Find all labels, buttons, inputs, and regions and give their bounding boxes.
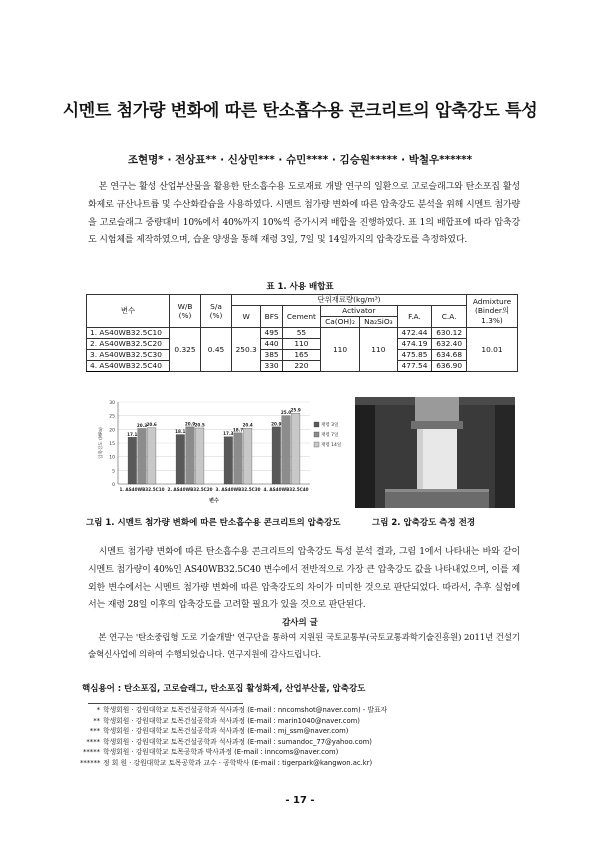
y-tick-label: 30 [109,401,115,406]
data-label: 18.1 [175,429,186,435]
footnote [80,758,387,769]
header-activator: Activator [321,306,398,317]
footnote-mark: ***** [83,748,100,756]
data-label: 17.3 [223,431,234,437]
footnote [80,737,387,748]
x-axis-label: 변수 [209,498,219,504]
cell-cement: 165 [282,350,320,361]
x-tick-label: 2. AS40WB32.5C20 [167,487,213,492]
table-row-name: 1. AS40WB32.5C10 [87,328,170,339]
footnote-text: 학생회원 · 강원대학교 토목건설공학과 석사과정 (E-mail : nncomshot@naver.com) - 발표자 [103,706,388,714]
cell-fa: 472.44 [397,328,432,339]
footnote-mark: ** [93,716,100,725]
cell-ca: 634.68 [432,350,467,361]
figure2-caption: 그림 2. 압축강도 측정 전경 [372,518,476,528]
footnote-mark: **** [86,737,100,746]
y-tick-label: 5 [112,469,115,475]
page-number: - 17 - [285,795,315,806]
bar [186,427,195,484]
header-cement: Cement [282,306,320,328]
x-tick-label: 4. AS40WB32.5C40 [263,487,309,492]
mix-design-table [86,294,518,372]
header-w: W [232,306,261,328]
bar [243,428,252,484]
cell-ca: 636.90 [432,361,467,372]
data-label: 20.9 [271,421,282,427]
bar [147,428,156,484]
data-label: 25.9 [290,407,301,413]
cell-wb: 0.325 [170,328,201,372]
footnote-text: 학생회원 · 강원대학교 토목건설공학과 석사과정 (E-mail : marin1040@naver.com) [103,716,360,725]
cell-bfs: 495 [261,328,282,339]
footnote-rule [88,703,243,704]
header-variable: 변수 [87,295,170,328]
data-label: 20.5 [194,422,205,428]
cell-sa: 0.45 [201,328,232,372]
compressive-strength-chart [90,396,348,506]
bar [224,437,233,484]
bar [128,437,137,484]
y-tick-label: 15 [109,442,115,447]
figure1-caption: 그림 1. 시멘트 첨가량 변화에 따른 탄소흡수용 콘크리트의 압축강도 [86,518,341,528]
y-axis-label: 압축강도 (MPa) [99,427,104,459]
legend-swatch [314,422,319,427]
bar [234,433,243,484]
x-tick-label: 1. AS40WB32.5C10 [119,487,165,492]
header-sa: S/a (%) [201,295,232,328]
paper-title: 시멘트 첨가량 변화에 따른 탄소흡수용 콘크리트의 압축강도 특성 [62,101,538,121]
header-admixture: Admixture (Binder의 1.3%) [467,295,518,328]
table-row-name: 4. AS40WB32.5C40 [87,361,170,372]
data-label: 25.0 [280,410,292,416]
data-label: 20.4 [242,422,253,428]
chart-svg [90,396,348,506]
footnote [80,705,387,716]
bar [272,427,281,484]
legend-swatch [314,442,319,447]
cell-bfs: 385 [261,350,282,361]
cell-fa: 477.54 [397,361,432,372]
data-label: 17.1 [127,431,138,437]
table-row-name: 2. AS40WB32.5C20 [87,339,170,350]
cell-bfs: 440 [261,339,282,350]
table-row-name: 3. AS40WB32.5C30 [87,350,170,361]
legend-swatch [314,432,319,437]
footnote [80,747,387,758]
bar [282,416,291,484]
cell-caoh2: 110 [321,328,360,372]
legend-label: 재령 14일 [321,443,342,448]
test-photo [355,397,515,508]
footnote-mark: * [96,706,100,714]
cell-cement: 110 [282,339,320,350]
header-ca: C.A. [432,306,467,328]
bar [138,429,147,484]
x-tick-label: 3. AS40WB32.5C30 [215,487,261,492]
legend-label: 재령 7일 [321,433,339,438]
y-tick-label: 10 [109,455,115,461]
footnote [80,726,387,737]
cell-w: 250.3 [232,328,261,372]
data-label: 18.7 [232,427,244,433]
keywords: 핵심용어 : 탄소포집, 고로슬래그, 탄소포집 활성화제, 산업부산물, 압축강도 [82,684,366,694]
acknowledgment-paragraph: 본 연구는 '탄소중립형 도로 기술개발' 연구단을 통하여 지원된 국토교통부(국토교통과학기술진흥원) 2011년 건설기술혁신사업에 의하여 수행되었습니다. 연구지원에 감사드립니다. [88,633,520,660]
y-tick-label: 20 [109,428,115,434]
cell-ca: 630.12 [432,328,467,339]
table-caption: 표 1. 사용 배합표 [266,282,334,292]
bar [176,435,185,484]
footnote-text: 학생회원 · 강원대학교 토목건설공학과 석사과정 (E-mail : mj_ssm@naver.com) [103,727,349,735]
footnotes [80,705,387,768]
header-wb: W/B (%) [170,295,201,328]
bar [291,413,300,484]
y-tick-label: 0 [112,483,115,488]
header-fa: F.A. [397,306,432,328]
cell-fa: 475.85 [397,350,432,361]
header-na2sio3: Na₂SiO₃ [360,317,398,328]
footnote-text: 학생회원 · 강원대학교 토목공학과 박사과정 (E-mail : inncoms@naver.com) [103,748,339,756]
data-label: 20.9 [184,421,196,427]
compression-test-photo-illustration [355,397,515,508]
cell-cement: 55 [282,328,320,339]
data-label: 20.3 [136,423,148,429]
footnote-text: 학생회원 · 강원대학교 토목건설공학과 석사과정 (E-mail : sumandoc_77@yahoo.com) [103,737,372,746]
results-paragraph: 시멘트 첨가량 변화에 따른 탄소흡수용 콘크리트의 압축강도 특성 분석 결과, 그림 1에서 나타내는 바와 같이 시멘트 첨가량이 40%인 AS40WB32.5C40 변수에서 전반적으로 가장 큰 압축강도 값을 나타내었으며, 이를 제외한 변수에서는 시멘트 첨가량 변화에 따른 압축강도의 차이가 미미한 것으로 판단되었다. 따라서, 추후 실험에서는 재령 28일 이후의 압축강도를 고려할 필요가 있을 것으로 판단된다. [88,547,520,611]
header-caoh2: Ca(OH)₂ [321,317,360,328]
y-tick-label: 25 [109,414,115,420]
author-list: 조현명* · 전상표** · 신상민*** · 슈민**** · 김승원***** · 박철우****** [127,154,473,166]
header-bfs: BFS [261,306,282,328]
cell-admixture: 10.01 [467,328,518,372]
cell-ca: 632.40 [432,339,467,350]
footnote-mark: *** [89,727,100,735]
acknowledgment-title: 감사의 글 [282,618,318,628]
bar [195,428,204,484]
abstract-paragraph: 본 연구는 활성 산업부산물을 활용한 탄소흡수용 도로재료 개발 연구의 일환으로 고로슬래그와 탄소포집 활성화제로 규산나트륨 및 수산화칼슘을 사용하였다. 시멘트 첨가량 변화에 따른 압축강도 분석을 위해 시멘트 첨가량을 고로슬래그 중량대비 10%에서 40%까지 10%씩 증가시켜 배합을 진행하였다. 표 1의 배합표에 따라 압축강도 시험체를 제작하였으며, 습윤 양생을 통해 재령 3일, 7일 및 14일까지의 압축강도를 측정하였다. [88,182,520,246]
cell-cement: 220 [282,361,320,372]
data-label: 20.6 [146,422,157,428]
legend-label: 재령 3일 [321,423,339,428]
footnote [80,716,387,727]
cell-bfs: 330 [261,361,282,372]
footnote-text: 정 회 원 · 강원대학교 토목공학과 교수 · 공학박사 (E-mail : tigerpark@kangwon.ac.kr) [103,758,373,767]
cell-fa: 474.19 [397,339,432,350]
footnote-mark: ****** [80,758,101,767]
cell-na2sio3: 110 [360,328,398,372]
header-unit-weight: 단위재료량(kg/m³) [232,295,467,306]
